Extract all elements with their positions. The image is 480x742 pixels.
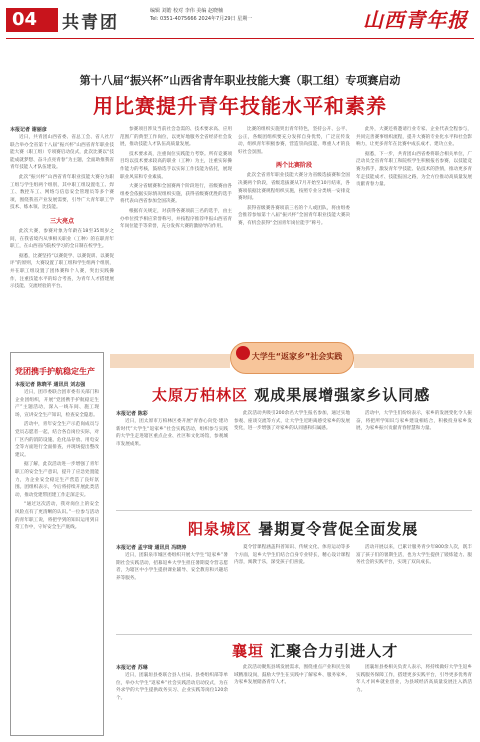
paragraph: 活动中，大学生们纷纷表示，家乡的发展变化令人振奋，将把所学知识与家乡建设相结合，积极投身家乡发展，为家乡振兴贡献青春智慧和力量。 — [356, 411, 472, 432]
paragraph: 据悉，下一步，共青团山西省委将联合相关单位，广泛动员全省青年职工和院校学生积极报名参赛，以技能竞赛为抓手，激发青年学技能、钻技术的热情，推动更多青年走技能成才、技能报国之路，为全方位推动高质量发展贡献青春力量。 — [356, 151, 472, 188]
article-byline: 本报记者 谢丽彦 — [10, 127, 47, 133]
section-title-text: 汇聚合力引进人才 — [270, 642, 399, 660]
sidebar-byline: 本报记者 陈晓平 通讯员 刘志强 — [15, 382, 86, 388]
section-divider — [116, 634, 472, 635]
s3-column-3 — [356, 664, 472, 738]
s3-column-2 — [234, 664, 350, 738]
section-place: 襄垣 — [232, 642, 265, 660]
main-column-3 — [238, 126, 350, 336]
section-title-text: 暑期夏令营促全面发展 — [258, 520, 419, 538]
paragraph: 此次“振兴杯”山西省青年职业技能大赛分为职工组与学生组两个组别，其中职工组设置电工、焊工、数控车工、网络与信息安全管理员等多个赛项，围绕我省产业发展需要，引导广大青年职工学技术、练本领、比技能。 — [10, 174, 114, 211]
main-column-4 — [356, 126, 472, 336]
paragraph: 近日，团市委联合团市委有关部门和企业团组织，开展“党团携手护航稳定生产”主题活动，深入一线车间、施工现场，宣讲安全生产知识，检查安全隐患。 — [15, 390, 99, 418]
paragraph: “通过这次活动，我对岗位上的安全风险点有了更清晰的认识。”一位参与活动的青年职工说，将把学到的知识运用到日常工作中，守好安全生产底线。 — [15, 502, 99, 531]
s1-column-3 — [356, 410, 472, 506]
section-place: 阳泉城区 — [188, 520, 253, 538]
paragraph: 大赛分省级赛和全国赛两个阶段进行，省级赛由各组委会依据实际情况组织实施，获得省级赛优胜的选手将代表山西省参加全国决赛。 — [120, 184, 232, 205]
paragraph: 参赛项目涉及当前社会急需的、技术要求高、应用范围广的典型工作岗位，以更好地服务全省经济社会发展，推动技能人才队伍高质量发展。 — [120, 127, 232, 148]
s1-column-1 — [116, 410, 228, 506]
section-place: 太原万柏林区 — [152, 386, 249, 404]
banner-ribbon-left — [110, 354, 230, 368]
banner-ribbon-right — [354, 354, 474, 368]
paragraph: 活动中，青年安全生产示范岗成员与党员志愿者一起，结合各自岗位实际，对厂区内的消防设施、危化品存放、用电安全等方面进行全面排查，并现场提出整改建议。 — [15, 422, 99, 458]
paragraph: 此外，大赛还将邀请行业专家、企业代表全程参与，共同完善赛事组织流程，提升大赛的专业化水平和社会影响力，让更多青年在比赛中成长成才、建功立业。 — [356, 127, 472, 148]
paragraph: 根据有关规定，对获得各赛项前三名的选手，由主办单位授予相应荣誉称号，并按程序推荐申报山西省青年岗位能手等荣誉，充分发挥大赛的激励导向作用。 — [120, 208, 232, 230]
section-byline: 本报记者 孟宇琦 通讯员 冯晓涛 — [116, 545, 187, 551]
paragraph: 近日，共青团山西省委、省总工会、省人社厅联合举办全省第十八届“振兴杯”山西省青年职业技能大赛（职工组）专项赛启动仪式，此次比赛以“技能成就梦想、奋斗点亮青春”为主题，全面助推我省青年技能人才队伍建设。 — [10, 135, 114, 171]
paragraph: 夏令营课程涵盖科普知识、传统文化、体育运动等多个方面，返乡大学生们结合自身专业特长，精心设计课程内容，寓教于乐，深受孩子们喜爱。 — [234, 545, 350, 566]
main-column-2 — [120, 126, 232, 336]
sidebar-article — [10, 352, 104, 736]
article-headline: 用比赛提升青年技能水平和素养 — [93, 94, 387, 118]
paragraph: 近日，团襄垣县委联合县人社局、县委组织部等单位，举办大学生“返家乡”社会实践活动启动仪式，为在外求学的大学生提供政务实习、企业实践等岗位120余个。 — [116, 673, 228, 701]
newspaper-masthead: 山西青年报 — [363, 8, 468, 32]
header-rule — [6, 38, 474, 39]
section-title-yangquan — [188, 518, 418, 539]
article-subhead: 三大亮点 — [49, 217, 74, 225]
article-kicker: 第十八届“振兴杯”山西省青年职业技能大赛（职工组）专项赛启动 — [79, 74, 401, 87]
section-title-text: 观成果展增强家乡认同感 — [254, 386, 431, 404]
page-header — [0, 0, 480, 40]
paragraph: 获得省级赛各赛项前三名的个人或团队，将由组委会推荐参加第十八届“振兴杯”全国青年职业技能大赛决赛，有机会获得“全国青年岗位能手”称号。 — [238, 205, 350, 226]
paragraph: 此次活动共吸引200余名大学生报名参加，通过实地参观、座谈交流等方式，让大学生近距离感受家乡的发展变化，进一步增强了对家乡的认同感和归属感。 — [234, 411, 350, 432]
paragraph: 近日，团太原市万柏林区委开展“青春心向党·建功新时代”大学生“返家乡”社会实践活动，组织参与实践的大学生走进辖区重点企业、社区和文化场馆，参观城市发展成果。 — [116, 419, 228, 447]
sidebar-title: 党团携手护航稳定生产 — [15, 367, 95, 376]
paragraph: 据悉，比赛坚持“以赛促学、以赛促训、以赛促评”的原则，大赛设置了职工组和学生组两个组别，并在职工组设置了团体赛和个人赛，突出实践操作，注重技能水平的综合考查，为青年人才搭建展示技能、交流经验的平台。 — [10, 253, 114, 290]
s2-column-1 — [116, 544, 228, 630]
meta-line-date: Tel: 0351-4075666 2024年7月29日 星期一 — [150, 16, 253, 22]
meta-line-editors: 编辑 刘皓 校对 李伟 美编 赵晓楠 — [150, 8, 223, 14]
section-byline: 本报记者 苏琳 — [116, 665, 148, 671]
paragraph: 活动开展以来，已累计服务青少年800余人次，既丰富了孩子们的暑期生活，也为大学生提供了锻炼能力、服务社会的实践平台，实现了双向成长。 — [356, 545, 472, 566]
page-meta — [150, 7, 252, 23]
paragraph: 此次全省青年职业技能大赛分为省级选拔赛和全国决赛两个阶段，省级选拔赛从7月开始至10月结束，各赛项依据比赛规程组织实施，按照专业分类统一安排竞赛时间。 — [238, 173, 350, 202]
section-title-xiangyuan — [232, 640, 398, 661]
main-column-1 — [10, 126, 114, 336]
paragraph: 比赛的组织实施突出青年特色，坚持公开、公平、公正，各级团组织要充分发挥自身优势，广泛宣传发动，组织青年积极参赛，营造崇尚技能、尊重人才的良好社会氛围。 — [238, 127, 350, 155]
page-number: 04 — [6, 8, 58, 32]
article-subhead: 两个比赛阶段 — [275, 162, 312, 170]
paragraph: 近日，团阳泉市城区委组织开展大学生“返家乡”暑期社会实践活动，招募返乡大学生担任暑期夏令营志愿者，为辖区中小学生提供课业辅导、安全教育和兴趣培养等服务。 — [116, 553, 228, 581]
paragraph: 团襄垣县委相关负责人表示，将持续做好大学生返乡实践服务保障工作，搭建更多实践平台，引导更多优秀青年人才回乡就业创业，为县域经济高质量发展注入新活力。 — [356, 665, 472, 693]
s3-column-1 — [116, 664, 228, 738]
section-name: 共青团 — [62, 13, 119, 33]
section-byline: 本报记者 陈彩 — [116, 411, 148, 417]
s1-column-2 — [234, 410, 350, 506]
section-title-taiyuan — [152, 384, 430, 405]
s2-column-3 — [356, 544, 472, 630]
paragraph: 技术要求高，注重岗位实践能力考察。所有竞赛项目均以技术要求较高的职业（工种）为主，注重实际操作能力的考核，鼓励选手以实际工作技能为依托，展现职业风采和专业素质。 — [120, 151, 232, 180]
s2-column-2 — [234, 544, 350, 630]
paragraph: 据了解，此次活动进一步增强了青年职工的安全生产意识，提升了应急处置能力，为企业安全稳定生产营造了良好氛围。团组织表示，今后将持续开展此类活动，推动党建带团建工作走深走实。 — [15, 462, 99, 498]
banner-text: 大学生“返家乡”社会实践 — [251, 352, 343, 361]
feature-banner — [110, 340, 474, 380]
paragraph: 此次活动聚焦县域发展需求，围绕重点产业和民生领域精准设岗，鼓励大学生在实践中了解家乡、服务家乡，为家乡发展储备青年人才。 — [234, 665, 350, 686]
paragraph: 此次大赛，参赛对象为年龄在18至35周岁之间，在我省境内从事相关职业（工种）的在职青年职工，在山西省内院校学习的全日制在校学生。 — [10, 228, 114, 250]
section-divider — [116, 510, 472, 511]
